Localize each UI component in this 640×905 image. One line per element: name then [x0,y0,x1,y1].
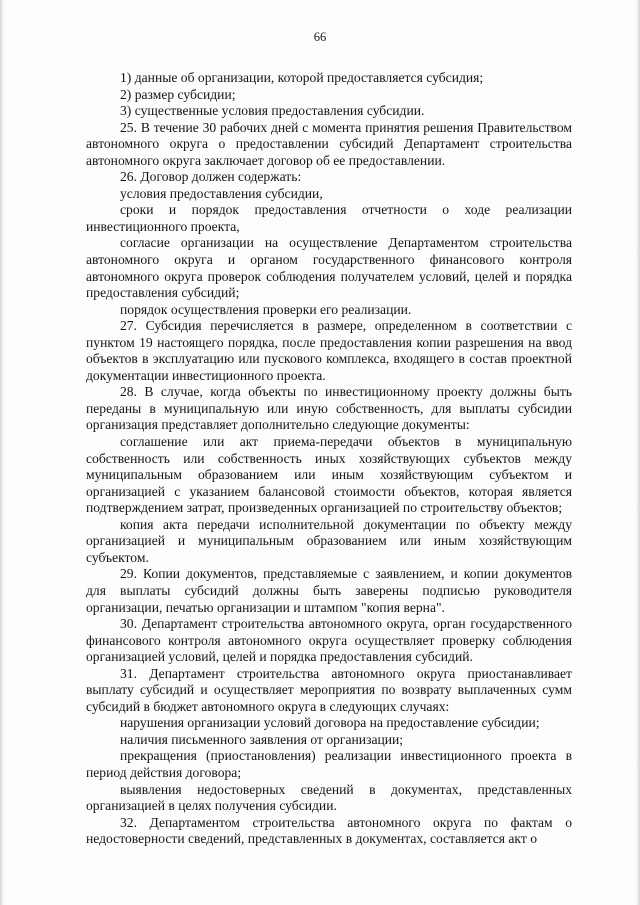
paragraph: сроки и порядок предоставления отчетности о ходе реализации инвестиционного проекта, [86,202,572,234]
paragraph: 32. Департаментом строительства автономного округа по фактам о недостоверности сведений, представленных в документах, составляется акт о [86,814,572,847]
paragraph: согласие организации на осуществление Департаментом строительства автономного округа и органом государственного финансового контроля автономного округа проверок соблюдения получателем условий, целей и порядка предоставления субсидий; [86,235,572,301]
paragraph: 31. Департамент строительства автономного округа приостанавливает выплату субсидий и осуществляет мероприятия по возврату выплаченных сумм субсидий в бюджет автономного округа в следующих случаях: [86,665,572,714]
paragraph: 29. Копии документов, представляемые с заявлением, и копии документов для выплаты субсидий должны быть заверены подписью руководителя организации, печатью организации и штампом "копия верна". [86,566,572,615]
paragraph: прекращения (приостановления) реализации инвестиционного проекта в период действия договора; [86,748,572,780]
paragraph: порядок осуществления проверки его реализации. [120,301,412,317]
page-edge-right [636,0,640,905]
paragraph: нарушения организации условий договора на предоставление субсидии; [120,715,540,731]
paragraph: 27. Субсидия перечисляется в размере, определенном в соответствии с пунктом 19 настоящего порядка, после предоставления копии разрешения на ввод объектов в эксплуатацию или пускового комплекса, входящего в состав проектной документации инвестиционного проекта. [86,318,572,383]
page-number: 66 [313,30,327,44]
paragraph: соглашение или акт приема-передачи объектов в муниципальную собственность или собственность иных хозяйствующих субъектов между муниципальным образованием или иным хозяйствующим субъектом и организацией с указанием балансовой стоимости объектов, которая является подтверждением затрат, произведенных организацией по строительству объектов; [86,434,572,516]
document-body [86,70,572,848]
paragraph: 2) размер субсидии; [120,86,236,102]
paragraph: 26. Договор должен содержать: [120,169,302,185]
paragraph: копия акта передачи исполнительной документации по объекту между организацией и муниципальным образованием или иным хозяйствующим субъектом. [86,516,572,565]
paragraph: выявления недостоверных сведений в документах, представленных организацией в целях получения субсидии. [86,781,572,814]
page-edge-left [0,0,4,905]
paragraph: 1) данные об организации, которой предоставляется субсидия; [120,70,484,85]
paragraph: 25. В течение 30 рабочих дней с момента принятия решения Правительством автономного округа о предоставлении субсидий Департамент строительства автономного округа заключает договор об ее предоставлении. [86,119,572,168]
paragraph: 3) существенные условия предоставления субсидии. [120,103,425,119]
paragraph: условия предоставления субсидии, [120,185,323,201]
paragraph: наличия письменного заявления от организации; [120,731,404,747]
paragraph: 30. Департамент строительства автономного округа, орган государственного финансового контроля автономного округа осуществляет проверку соблюдения организацией условий, целей и порядка предоставления субсидий. [86,616,572,665]
paragraph: 28. В случае, когда объекты по инвестиционному проекту должны быть переданы в муниципальную или иную собственность, для выплаты субсидии организация представляет дополнительно следующие документы: [86,384,572,433]
